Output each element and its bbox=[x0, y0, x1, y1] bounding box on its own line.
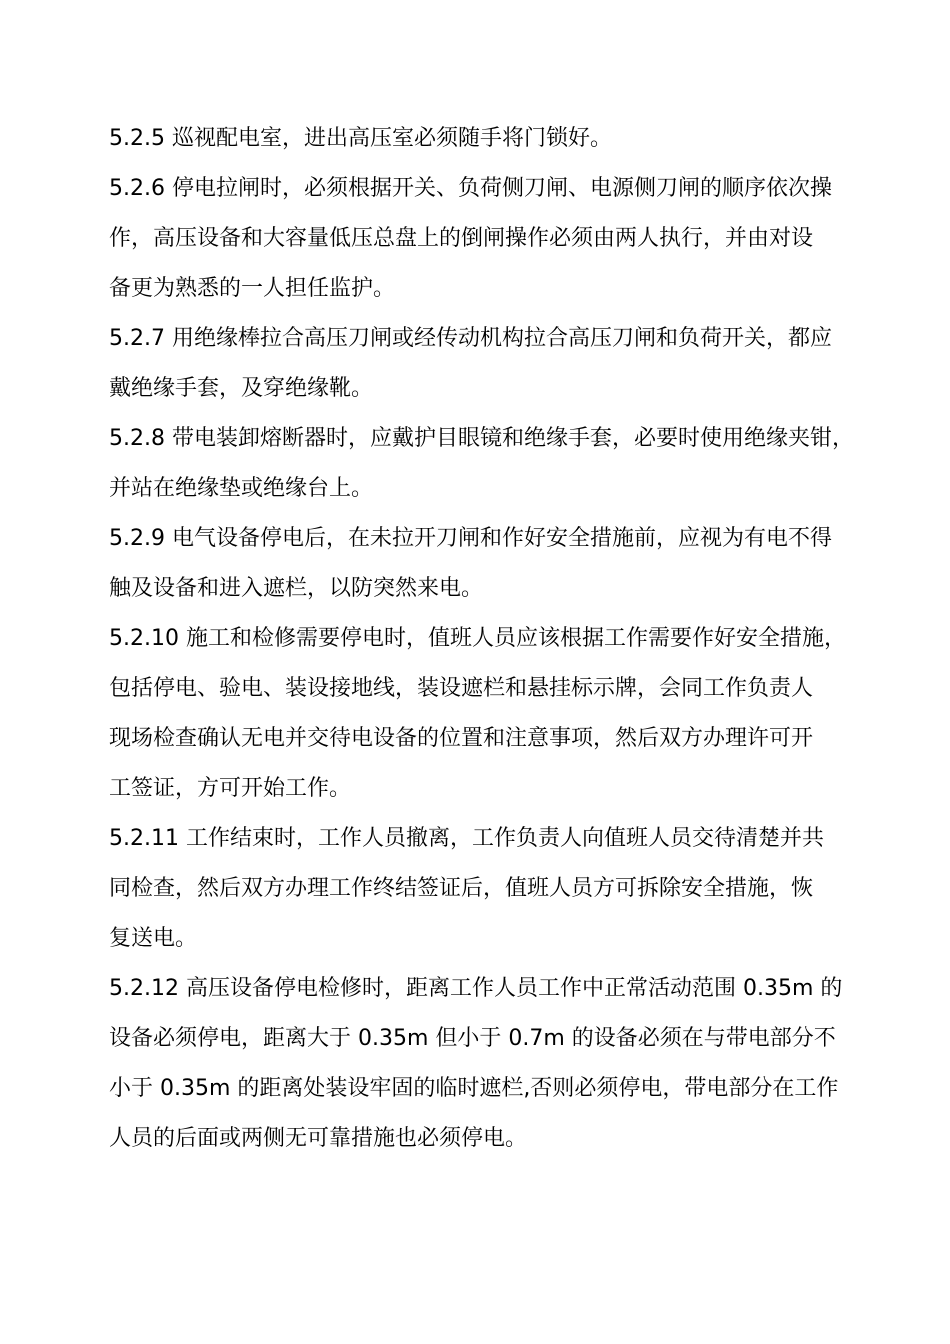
text-line: 包括停电、验电、装设接地线，装设遮栏和悬挂标示牌，会同工作负责人 bbox=[109, 676, 814, 701]
text-line: 并站在绝缘垫或绝缘台上。 bbox=[109, 476, 374, 501]
text-line: 设备必须停电，距离大于 0.35m 但小于 0.7m 的设备必须在与带电部分不 bbox=[109, 1026, 836, 1051]
text-line: 5.2.7 用绝缘棒拉合高压刀闸或经传动机构拉合高压刀闸和负荷开关，都应 bbox=[109, 326, 832, 351]
text-line: 人员的后面或两侧无可靠措施也必须停电。 bbox=[109, 1126, 528, 1151]
text-line: 作，高压设备和大容量低压总盘上的倒闸操作必须由两人执行，并由对设 bbox=[109, 226, 814, 251]
document-body bbox=[109, 114, 854, 1164]
text-line: 复送电。 bbox=[109, 926, 198, 951]
text-line: 5.2.12 高压设备停电检修时，距离工作人员工作中正常活动范围 0.35m 的 bbox=[109, 976, 843, 1001]
text-line: 触及设备和进入遮栏，以防突然来电。 bbox=[109, 576, 484, 601]
text-line: 5.2.10 施工和检修需要停电时，值班人员应该根据工作需要作好安全措施， bbox=[109, 626, 846, 651]
text-line: 5.2.9 电气设备停电后，在未拉开刀闸和作好安全措施前，应视为有电不得 bbox=[109, 526, 832, 551]
text-line: 戴绝缘手套，及穿绝缘靴。 bbox=[109, 376, 374, 401]
text-line: 5.2.11 工作结束时，工作人员撤离，工作负责人向值班人员交待清楚并共 bbox=[109, 826, 824, 851]
text-line: 同检查，然后双方办理工作终结签证后，值班人员方可拆除安全措施，恢 bbox=[109, 876, 814, 901]
text-line: 5.2.8 带电装卸熔断器时，应戴护目眼镜和绝缘手套，必要时使用绝缘夹钳， bbox=[109, 426, 854, 451]
text-line: 备更为熟悉的一人担任监护。 bbox=[109, 276, 396, 301]
text-line: 5.2.5 巡视配电室，进出高压室必须随手将门锁好。 bbox=[109, 126, 612, 151]
text-line: 工签证，方可开始工作。 bbox=[109, 776, 352, 801]
text-line: 5.2.6 停电拉闸时，必须根据开关、负荷侧刀闸、电源侧刀闸的顺序依次操 bbox=[109, 176, 832, 201]
text-line: 现场检查确认无电并交待电设备的位置和注意事项，然后双方办理许可开 bbox=[109, 726, 814, 751]
text-line: 小于 0.35m 的距离处装设牢固的临时遮栏,否则必须停电，带电部分在工作 bbox=[109, 1076, 839, 1101]
